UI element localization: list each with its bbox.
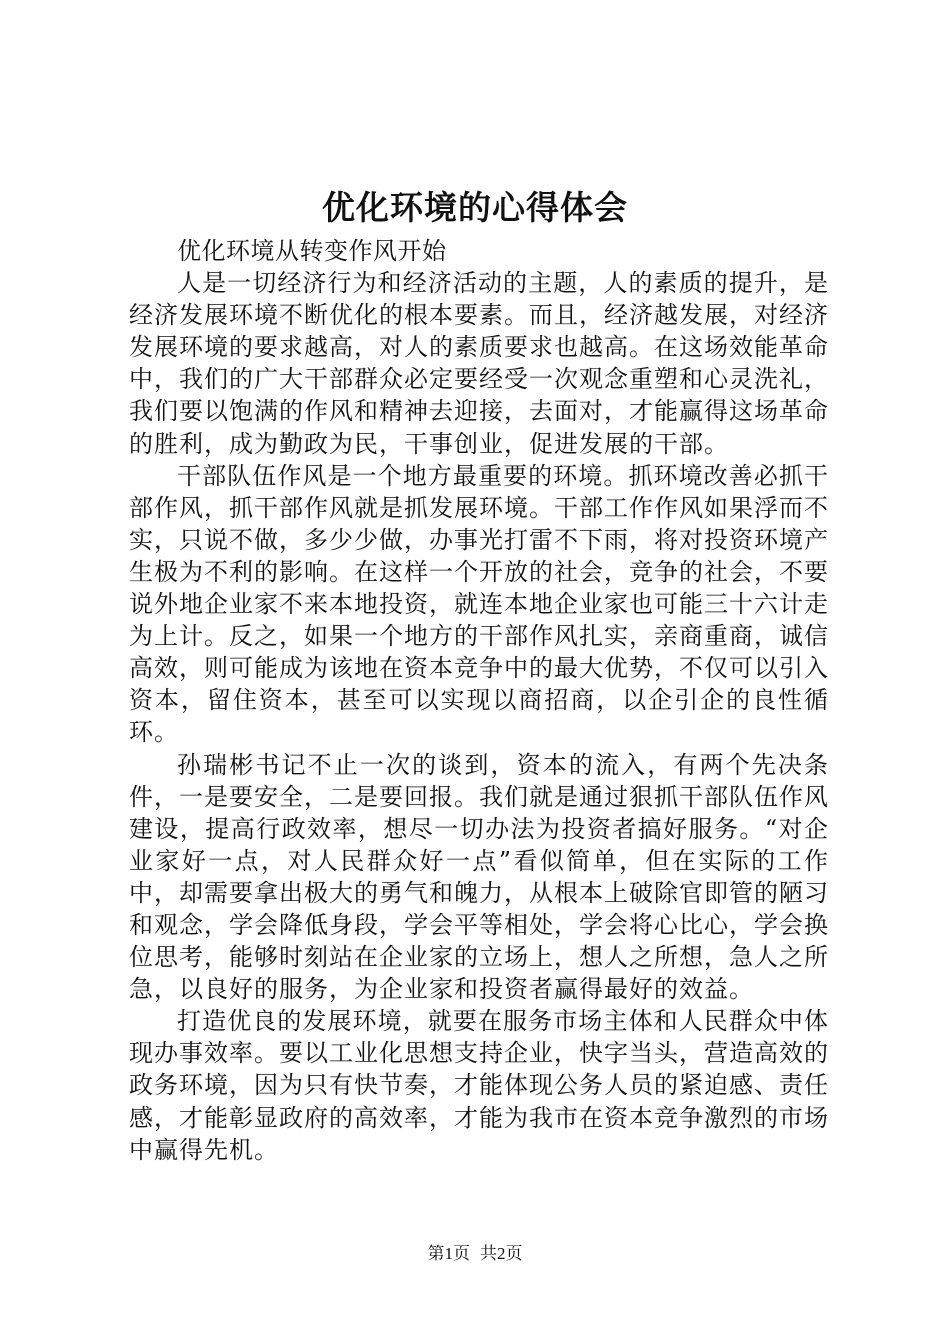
paragraph: 打造优良的发展环境，就要在服务市场主体和人民群众中体现办事效率。要以工业化思想支持企业，快字当头，营造高效的政务环境，因为只有快节奏，才能体现公务人员的紧迫感、责任感，才能彰显政府的高效率，才能为我市在资本竞争激烈的市场中赢得先机。: [129, 1007, 829, 1164]
paragraph: 孙瑞彬书记不止一次的谈到，资本的流入，有两个先决条件，一是要安全，二是要回报。我们就是通过狠抓干部队伍作风建设，提高行政效率，想尽一切办法为投资者搞好服务。“对企业家好一点，对人民群众好一点”看似简单，但在实际的工作中，却需要拿出极大的勇气和魄力，从根本上破除官即管的陋习和观念，学会降低身段，学会平等相处，学会将心比心，学会换位思考，能够时刻站在企业家的立场上，想人之所想，急人之所急，以良好的服务，为企业家和投资者赢得最好的效益。: [129, 750, 829, 1004]
document-subtitle: 优化环境从转变作风开始: [177, 237, 447, 265]
paragraph: 干部队伍作风是一个地方最重要的环境。抓环境改善必抓干部作风，抓干部作风就是抓发展环境。干部工作作风如果浮而不实，只说不做，多少少做，办事光打雷不下雨，将对投资环境产生极为不利的影响。在这样一个开放的社会，竞争的社会，不要说外地企业家不来本地投资，就连本地企业家也可能三十六计走为上计。反之，如果一个地方的干部作风扎实，亲商重商，诚信高效，则可能成为该地在资本竞争中的最大优势，不仅可以引入资本，留住资本，甚至可以实现以商招商，以企引企的良性循环。: [129, 461, 829, 747]
page-footer: [0, 1243, 950, 1265]
page-number: 第1页: [427, 1244, 470, 1263]
document-body: [129, 235, 829, 1166]
page-total: 共2页: [480, 1244, 523, 1263]
document-title: 优化环境的心得体会: [322, 188, 628, 227]
paragraph: 人是一切经济行为和经济活动的主题，人的素质的提升，是经济发展环境不断优化的根本要素。而且，经济越发展，对经济发展环境的要求越高，对人的素质要求也越高。在这场效能革命中，我们的广大干部群众必定要经受一次观念重塑和心灵洗礼，我们要以饱满的作风和精神去迎接，去面对，才能赢得这场革命的胜利，成为勤政为民，干事创业，促进发展的干部。: [129, 269, 829, 458]
